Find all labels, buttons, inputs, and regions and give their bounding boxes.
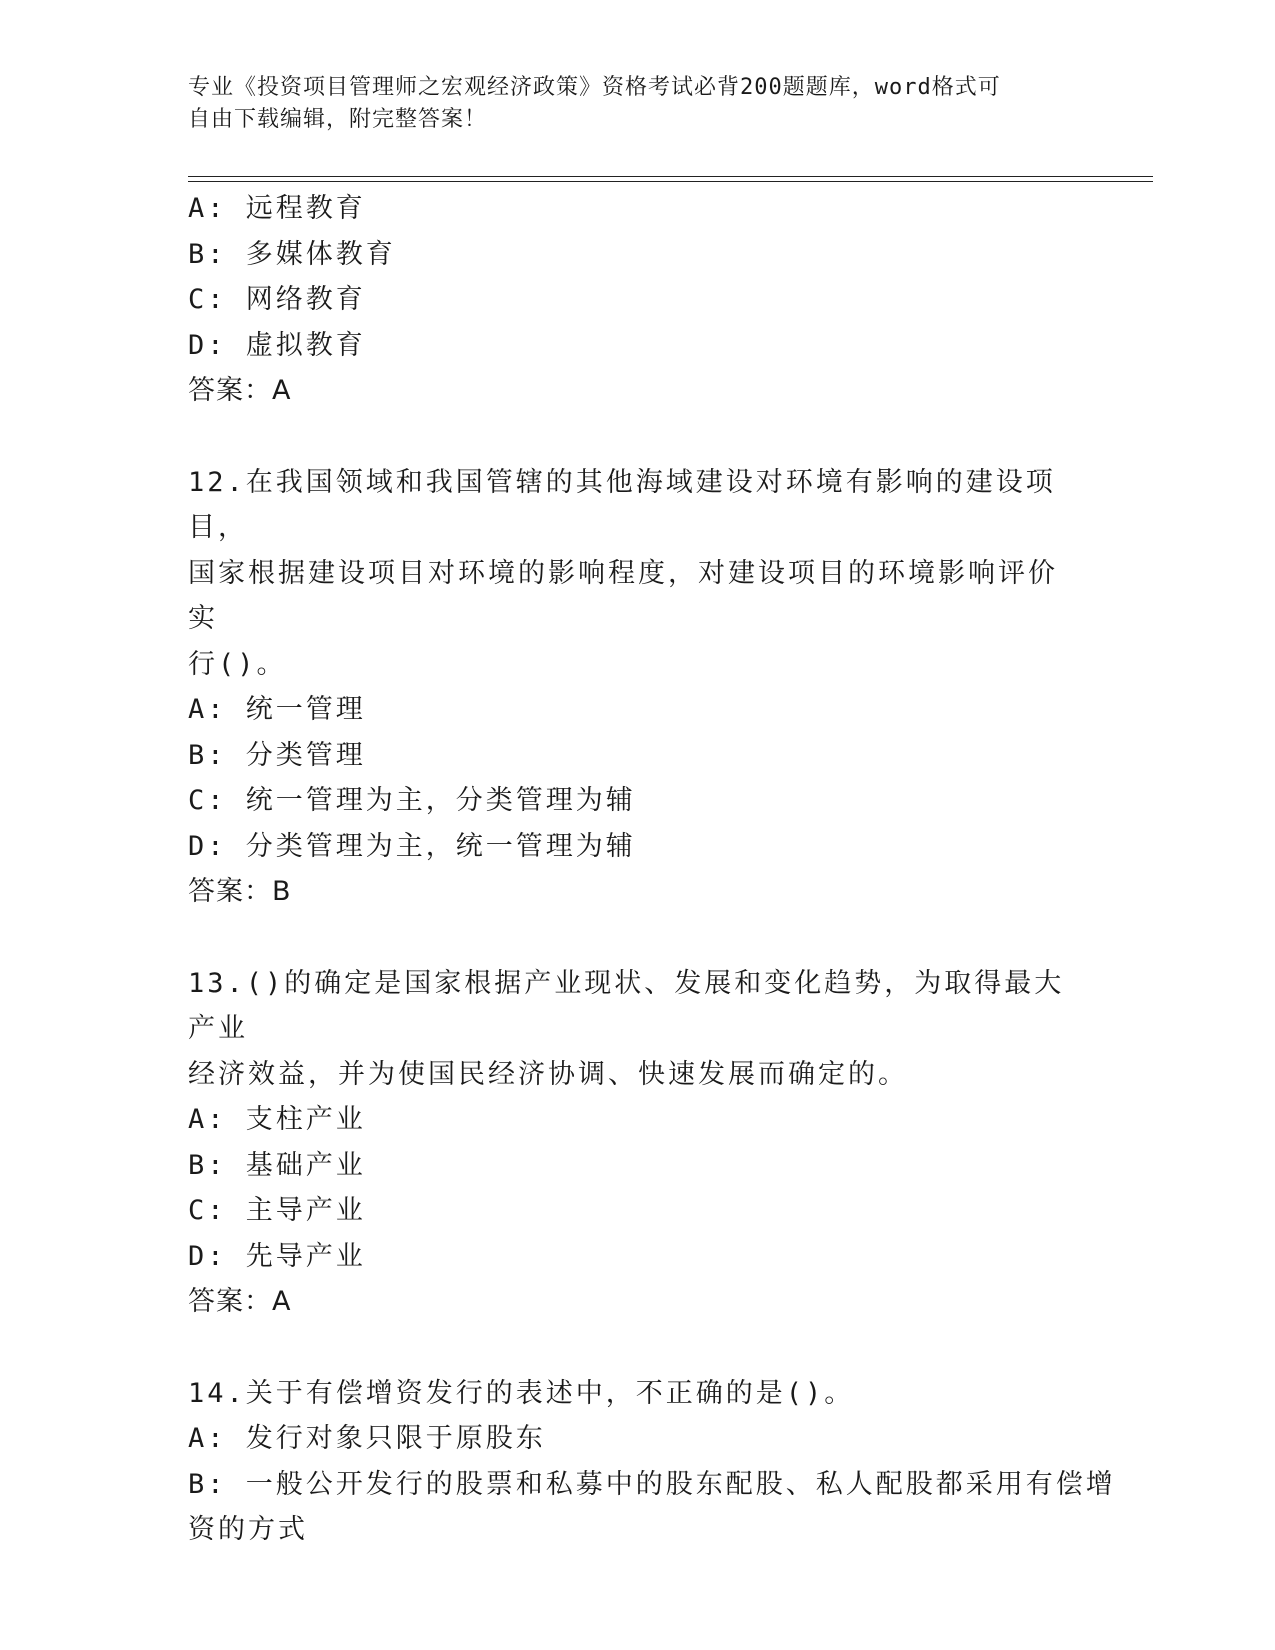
option-a: A: 支柱产业 bbox=[188, 1104, 366, 1135]
option-d: D: 先导产业 bbox=[188, 1240, 366, 1272]
question-stem bbox=[188, 1371, 1068, 1417]
option-b: B: 分类管理 bbox=[188, 739, 366, 771]
option-a: A: 远程教育 bbox=[188, 193, 366, 224]
option-b: B: 基础产业 bbox=[188, 1149, 366, 1181]
question-stem bbox=[188, 460, 1068, 688]
question-11 bbox=[188, 186, 1088, 414]
option-d: D: 分类管理为主，统一管理为辅 bbox=[188, 830, 636, 862]
header-rule-top bbox=[188, 176, 1153, 177]
option-d: D: 虚拟教育 bbox=[188, 329, 366, 361]
stem-line: 国家根据建设项目对环境的影响程度，对建设项目的环境影响评价实 bbox=[188, 557, 1058, 634]
question-12 bbox=[188, 460, 1088, 915]
option-c: C: 网络教育 bbox=[188, 284, 366, 315]
option-c: C: 主导产业 bbox=[188, 1195, 366, 1226]
question-list bbox=[188, 186, 1116, 1553]
stem-line: 13.()的确定是国家根据产业现状、发展和变化趋势，为取得最大产业 bbox=[188, 967, 1065, 1044]
document-header bbox=[188, 72, 1068, 136]
answer: 答案：B bbox=[188, 876, 292, 907]
stem-line: 行()。 bbox=[188, 648, 287, 680]
option-c: C: 统一管理为主，分类管理为辅 bbox=[188, 785, 636, 816]
question-13 bbox=[188, 961, 1088, 1325]
question-stem bbox=[188, 961, 1068, 1098]
answer: 答案：A bbox=[188, 375, 292, 406]
header-rule-bottom bbox=[188, 181, 1153, 182]
answer: 答案：A bbox=[188, 1286, 292, 1317]
header-line-1: 专业《投资项目管理师之宏观经济政策》资格考试必背200题题库，word格式可 bbox=[188, 75, 1001, 100]
question-14 bbox=[188, 1371, 1116, 1553]
header-line-2: 自由下载编辑，附完整答案！ bbox=[188, 107, 488, 132]
stem-line: 12.在我国领域和我国管辖的其他海域建设对环境有影响的建设项目， bbox=[188, 466, 1056, 543]
stem-line: 14.关于有偿增资发行的表述中，不正确的是()。 bbox=[188, 1377, 855, 1409]
option-a: A: 统一管理 bbox=[188, 694, 366, 725]
stem-line: 经济效益，并为使国民经济协调、快速发展而确定的。 bbox=[188, 1058, 908, 1090]
option-b: B: 多媒体教育 bbox=[188, 238, 396, 270]
option-b-continued: 资的方式 bbox=[188, 1514, 308, 1545]
option-a: A: 发行对象只限于原股东 bbox=[188, 1423, 546, 1454]
option-b: B: 一般公开发行的股票和私募中的股东配股、私人配股都采用有偿增 bbox=[188, 1468, 1116, 1500]
